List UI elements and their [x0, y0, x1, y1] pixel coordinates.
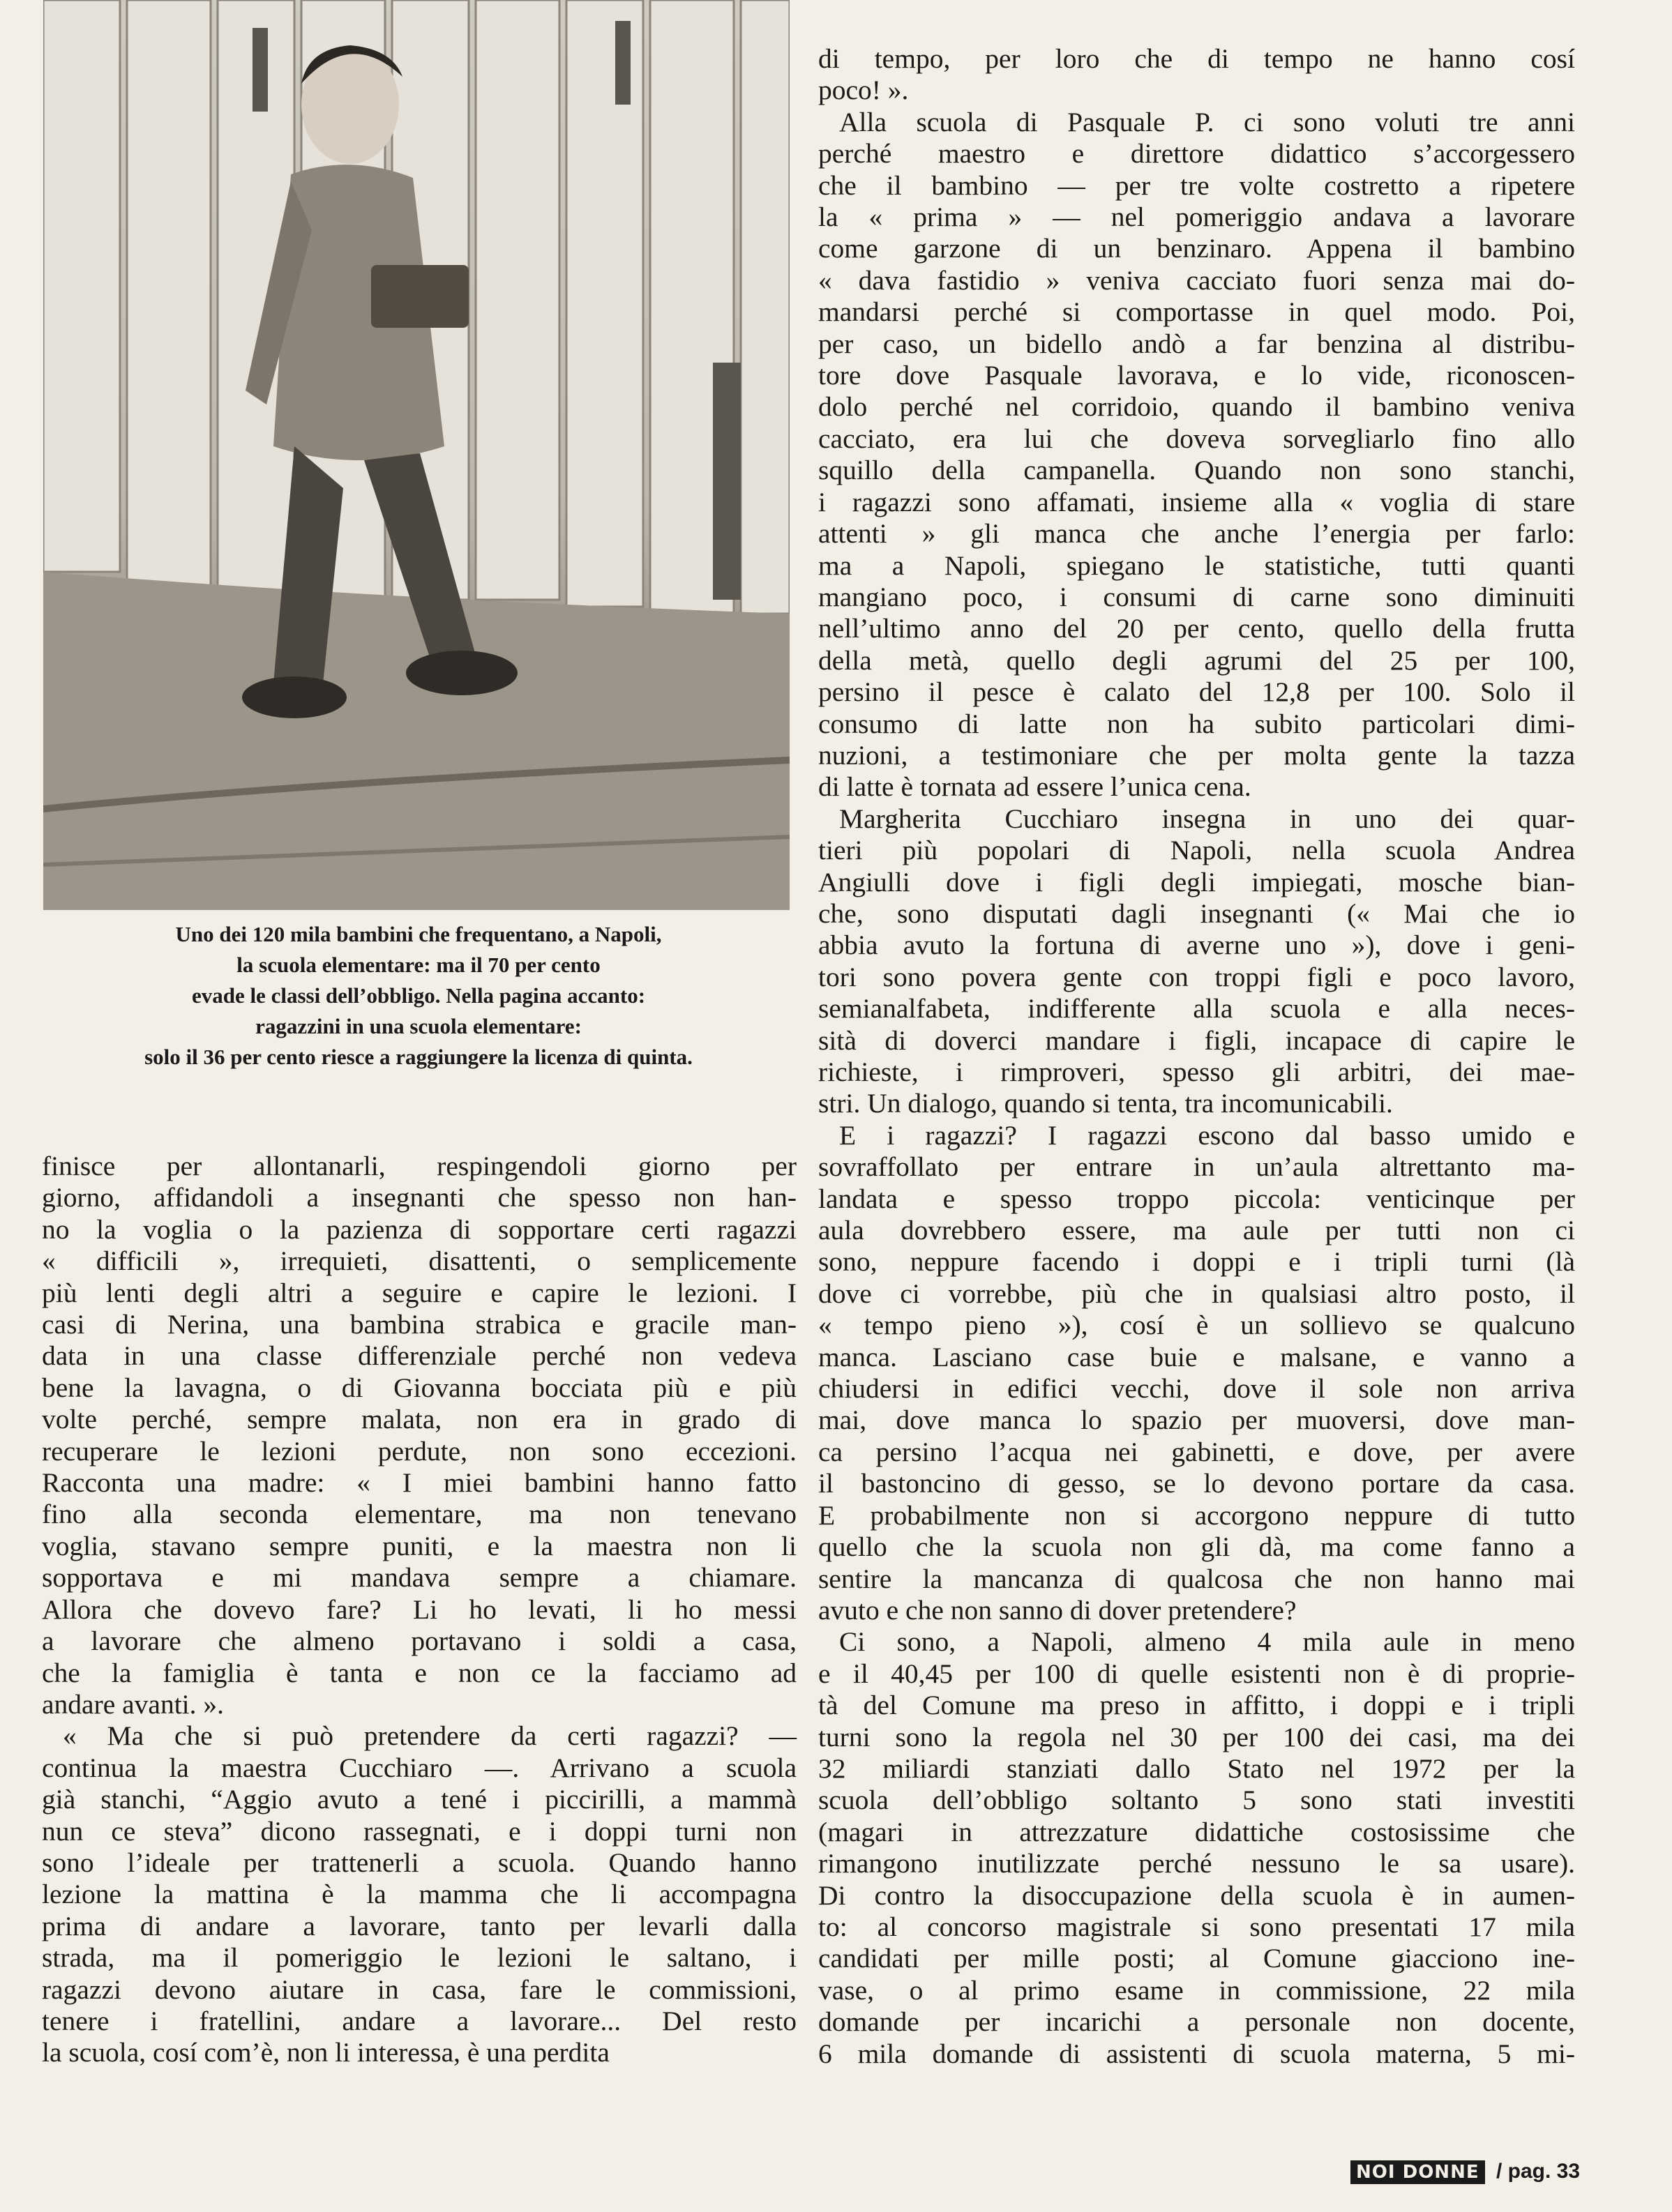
text-line: prima di andare a lavorare, tanto per levarli dalla: [42, 1910, 797, 1941]
text-line: no la voglia o la pazienza di sopportare certi ragazzi: [42, 1213, 797, 1245]
text-line: « Ma che si può pretendere da certi ragazzi? —: [63, 1720, 797, 1752]
text-line: nell’ultimo anno del 20 per cento, quello della frutta: [818, 613, 1575, 644]
text-line: turni sono la regola nel 30 per 100 dei casi, ma dei: [818, 1721, 1575, 1752]
text-line: « tempo pieno »), cosí è un sollievo se qualcuno: [818, 1310, 1575, 1341]
text-line: Angiulli dove i figli degli impiegati, mosche bian-: [818, 866, 1575, 897]
text-line: cacciato, era lui che doveva sorvegliarlo fino allo: [818, 423, 1575, 454]
text-line: mangiano poco, i consumi di carne sono diminuiti: [818, 581, 1575, 612]
text-line: sono, neppure facendo i doppi e i tripli turni (là: [818, 1246, 1575, 1278]
text-line: data in una classe differenziale perché non vedeva: [42, 1340, 797, 1372]
text-line: sentire la mancanza di qualcosa che non hanno mai: [818, 1563, 1575, 1594]
text-line: nun ce steva” dicono rassegnati, e i doppi turni non: [42, 1815, 797, 1847]
text-line: di tempo, per loro che di tempo ne hanno cosí: [818, 43, 1575, 74]
text-line: consumo di latte non ha subito particolari dimi-: [818, 708, 1575, 739]
text-line: bene la lavagna, o di Giovanna bocciata più e più: [42, 1372, 797, 1403]
caption-line: solo il 36 per cento riesce a raggiungere la licenza di quinta.: [144, 1045, 693, 1069]
text-line: « dava fastidio » veniva cacciato fuori senza mai do-: [818, 264, 1575, 296]
text-line: la scuola, cosí com’è, non li interessa, è una perdita: [42, 2037, 610, 2068]
text-line: lezione la mattina è la mamma che li accompagna: [42, 1879, 797, 1910]
text-line: ma a Napoli, spiegano le statistiche, tutti quanti: [818, 550, 1575, 581]
text-line: che il bambino — per tre volte costretto a ripetere: [818, 169, 1575, 201]
text-line: Ci sono, a Napoli, almeno 4 mila aule in meno: [839, 1626, 1575, 1658]
text-line: strada, ma il pomeriggio le lezioni le saltano, i: [42, 1942, 797, 1974]
text-line: E probabilmente non si accorgono neppure di tutto: [818, 1499, 1575, 1531]
text-line: come garzone di un benzinaro. Appena il bambino: [818, 233, 1575, 264]
text-line: recuperare le lezioni perdute, non sono eccezioni.: [42, 1435, 797, 1467]
caption-line: evade le classi dell’obbligo. Nella pagina accanto:: [191, 983, 646, 1008]
text-line: giorno, affidandoli a insegnanti che spesso non han-: [42, 1182, 797, 1213]
text-line: della metà, quello degli agrumi del 25 per 100,: [818, 644, 1575, 676]
photo-caption: [49, 919, 788, 1073]
text-line: mandarsi perché si comportasse in quel modo. Poi,: [818, 296, 1575, 328]
text-line: E i ragazzi? I ragazzi escono dal basso umido e: [839, 1119, 1575, 1151]
text-line: e il 40,45 per 100 di quelle esistenti non è di proprie-: [818, 1658, 1575, 1689]
text-line: (magari in attrezzature didattiche costosissime che: [818, 1816, 1575, 1847]
caption-line: Uno dei 120 mila bambini che frequentano, a Napoli,: [175, 922, 662, 946]
text-line: Di contro la disoccupazione della scuola è in aumen-: [818, 1879, 1575, 1911]
text-line: 32 miliardi stanziati dallo Stato nel 1972 per la: [818, 1752, 1575, 1784]
text-line: candidati per mille posti; al Comune giacciono ine-: [818, 1943, 1575, 1974]
text-line: sovraffollato per entrare in un’aula altrettanto ma-: [818, 1151, 1575, 1183]
text-line: già stanchi, “Aggio avuto a tené i piccirilli, a mammà: [42, 1784, 797, 1815]
text-line: landata e spesso troppo piccola: venticinque per: [818, 1183, 1575, 1214]
text-line: Alla scuola di Pasquale P. ci sono voluti tre anni: [839, 106, 1575, 137]
text-line: aula dovrebbero essere, ma aule per tutti non ci: [818, 1215, 1575, 1246]
text-line: più lenti degli altri a seguire e capire le lezioni. I: [42, 1277, 797, 1308]
text-line: tore dove Pasquale lavorava, e lo vide, riconoscen-: [818, 360, 1575, 391]
text-line: il bastoncino di gesso, se lo devono portare da casa.: [818, 1468, 1575, 1499]
text-line: sopportava e mi mandava sempre a chiamare.: [42, 1562, 797, 1593]
text-line: tenere i fratellini, andare a lavorare... Del resto: [42, 2005, 797, 2036]
text-line: to: al concorso magistrale si sono presentati 17 mila: [818, 1911, 1575, 1942]
text-line: « difficili », irrequieti, disattenti, o semplicemente: [42, 1245, 797, 1277]
footer-separator: /: [1496, 2160, 1502, 2183]
text-line: Margherita Cucchiaro insegna in uno dei quar-: [839, 803, 1575, 834]
text-line: attenti » gli manca che anche l’energia per farlo:: [818, 518, 1575, 550]
text-line: la « prima » — nel pomeriggio andava a lavorare: [818, 202, 1575, 233]
caption-line: la scuola elementare: ma il 70 per cento: [236, 953, 601, 977]
text-line: che, sono disputati dagli insegnanti (« Mai che io: [818, 897, 1575, 929]
article-column-left: [42, 1151, 797, 2069]
text-line: tori sono povera gente con troppi figli e poco lavoro,: [818, 961, 1575, 992]
text-line: sono l’ideale per trattenerli a scuola. Quando hanno: [42, 1847, 797, 1878]
text-line: fino alla seconda elementare, ma non tenevano: [42, 1499, 797, 1530]
text-line: finisce per allontanarli, respingendoli giorno per: [42, 1151, 797, 1181]
text-line: nuzioni, a testimoniare che per molta gente la tazza: [818, 739, 1575, 771]
text-line: manca. Lasciano case buie e malsane, e vanno a: [818, 1341, 1575, 1372]
text-line: tieri più popolari di Napoli, nella scuola Andrea: [818, 835, 1575, 866]
text-line: volte perché, sempre malata, non era in grado di: [42, 1404, 797, 1435]
text-line: perché maestro e direttore didattico s’accorgessero: [818, 138, 1575, 169]
magazine-logo: NOI DONNE: [1350, 2160, 1485, 2184]
page-footer: [1350, 2160, 1580, 2184]
caption-line: ragazzini in una scuola elementare:: [255, 1014, 582, 1038]
text-line: poco! ».: [818, 75, 909, 106]
text-line: dove ci vorrebbe, più che in qualsiasi altro posto, il: [818, 1278, 1575, 1309]
text-line: persino il pesce è calato del 12,8 per 100. Solo il: [818, 676, 1575, 708]
text-line: casi di Nerina, una bambina strabica e gracile man-: [42, 1309, 797, 1340]
text-line: che la famiglia è tanta e non ce la facciamo ad: [42, 1657, 797, 1688]
text-line: di latte è tornata ad essere l’unica cena.: [818, 771, 1251, 803]
text-line: squillo della campanella. Quando non sono stanchi,: [818, 455, 1575, 486]
text-line: ragazzi devono aiutare in casa, fare le commissioni,: [42, 1974, 797, 2005]
text-line: 6 mila domande di assistenti di scuola materna, 5 mi-: [818, 2038, 1575, 2069]
text-line: Racconta una madre: « I miei bambini hanno fatto: [42, 1467, 797, 1499]
text-line: tà del Comune ma preso in affitto, i doppi e i tripli: [818, 1690, 1575, 1721]
text-line: ca persino l’acqua nei gabinetti, e dove, per avere: [818, 1436, 1575, 1467]
article-column-right: [818, 43, 1575, 2070]
text-line: sità di doverci mandare i figli, incapace di capire le: [818, 1024, 1575, 1056]
text-line: chiudersi in edifici vecchi, dove il sole non arriva: [818, 1373, 1575, 1404]
text-line: domande per incarichi a personale non docente,: [818, 2006, 1575, 2038]
text-line: scuola dell’obbligo soltanto 5 sono stati investiti: [818, 1785, 1575, 1816]
text-line: per caso, un bidello andò a far benzina al distribu-: [818, 328, 1575, 359]
text-line: dolo perché nel corridoio, quando il bambino veniva: [818, 391, 1575, 423]
text-line: Allora che dovevo fare? Li ho levati, li ho messi: [42, 1593, 797, 1625]
text-line: semianalfabeta, indifferente alla scuola e alla neces-: [818, 993, 1575, 1024]
text-line: continua la maestra Cucchiaro —. Arrivano a scuola: [42, 1752, 797, 1783]
text-line: i ragazzi sono affamati, insieme alla « voglia di stare: [818, 486, 1575, 517]
text-line: vase, o al primo esame in commissione, 22 mila: [818, 1974, 1575, 2006]
text-line: richieste, i rimproveri, spesso gli arbitri, dei mae-: [818, 1056, 1575, 1087]
text-line: abbia avuto la fortuna di averne uno »), dove i geni-: [818, 930, 1575, 961]
page-number: pag. 33: [1507, 2160, 1580, 2183]
text-line: stri. Un dialogo, quando si tenta, tra incomunicabili.: [818, 1088, 1393, 1119]
text-line: quello che la scuola non gli dà, ma come fanno a: [818, 1531, 1575, 1563]
photo-boy-walking: [43, 0, 790, 910]
text-line: rimangono inutilizzate perché nessuno le sa usare).: [818, 1848, 1575, 1879]
text-line: avuto e che non sanno di dover pretendere?: [818, 1594, 1297, 1626]
text-line: a lavorare che almeno portavano i soldi a casa,: [42, 1626, 797, 1657]
photo-illustration: [43, 0, 790, 910]
text-line: mai, dove manca lo spazio per muoversi, dove man-: [818, 1404, 1575, 1436]
text-line: andare avanti. ».: [42, 1688, 225, 1720]
text-line: voglia, stavano sempre puniti, e la maestra non li: [42, 1530, 797, 1561]
